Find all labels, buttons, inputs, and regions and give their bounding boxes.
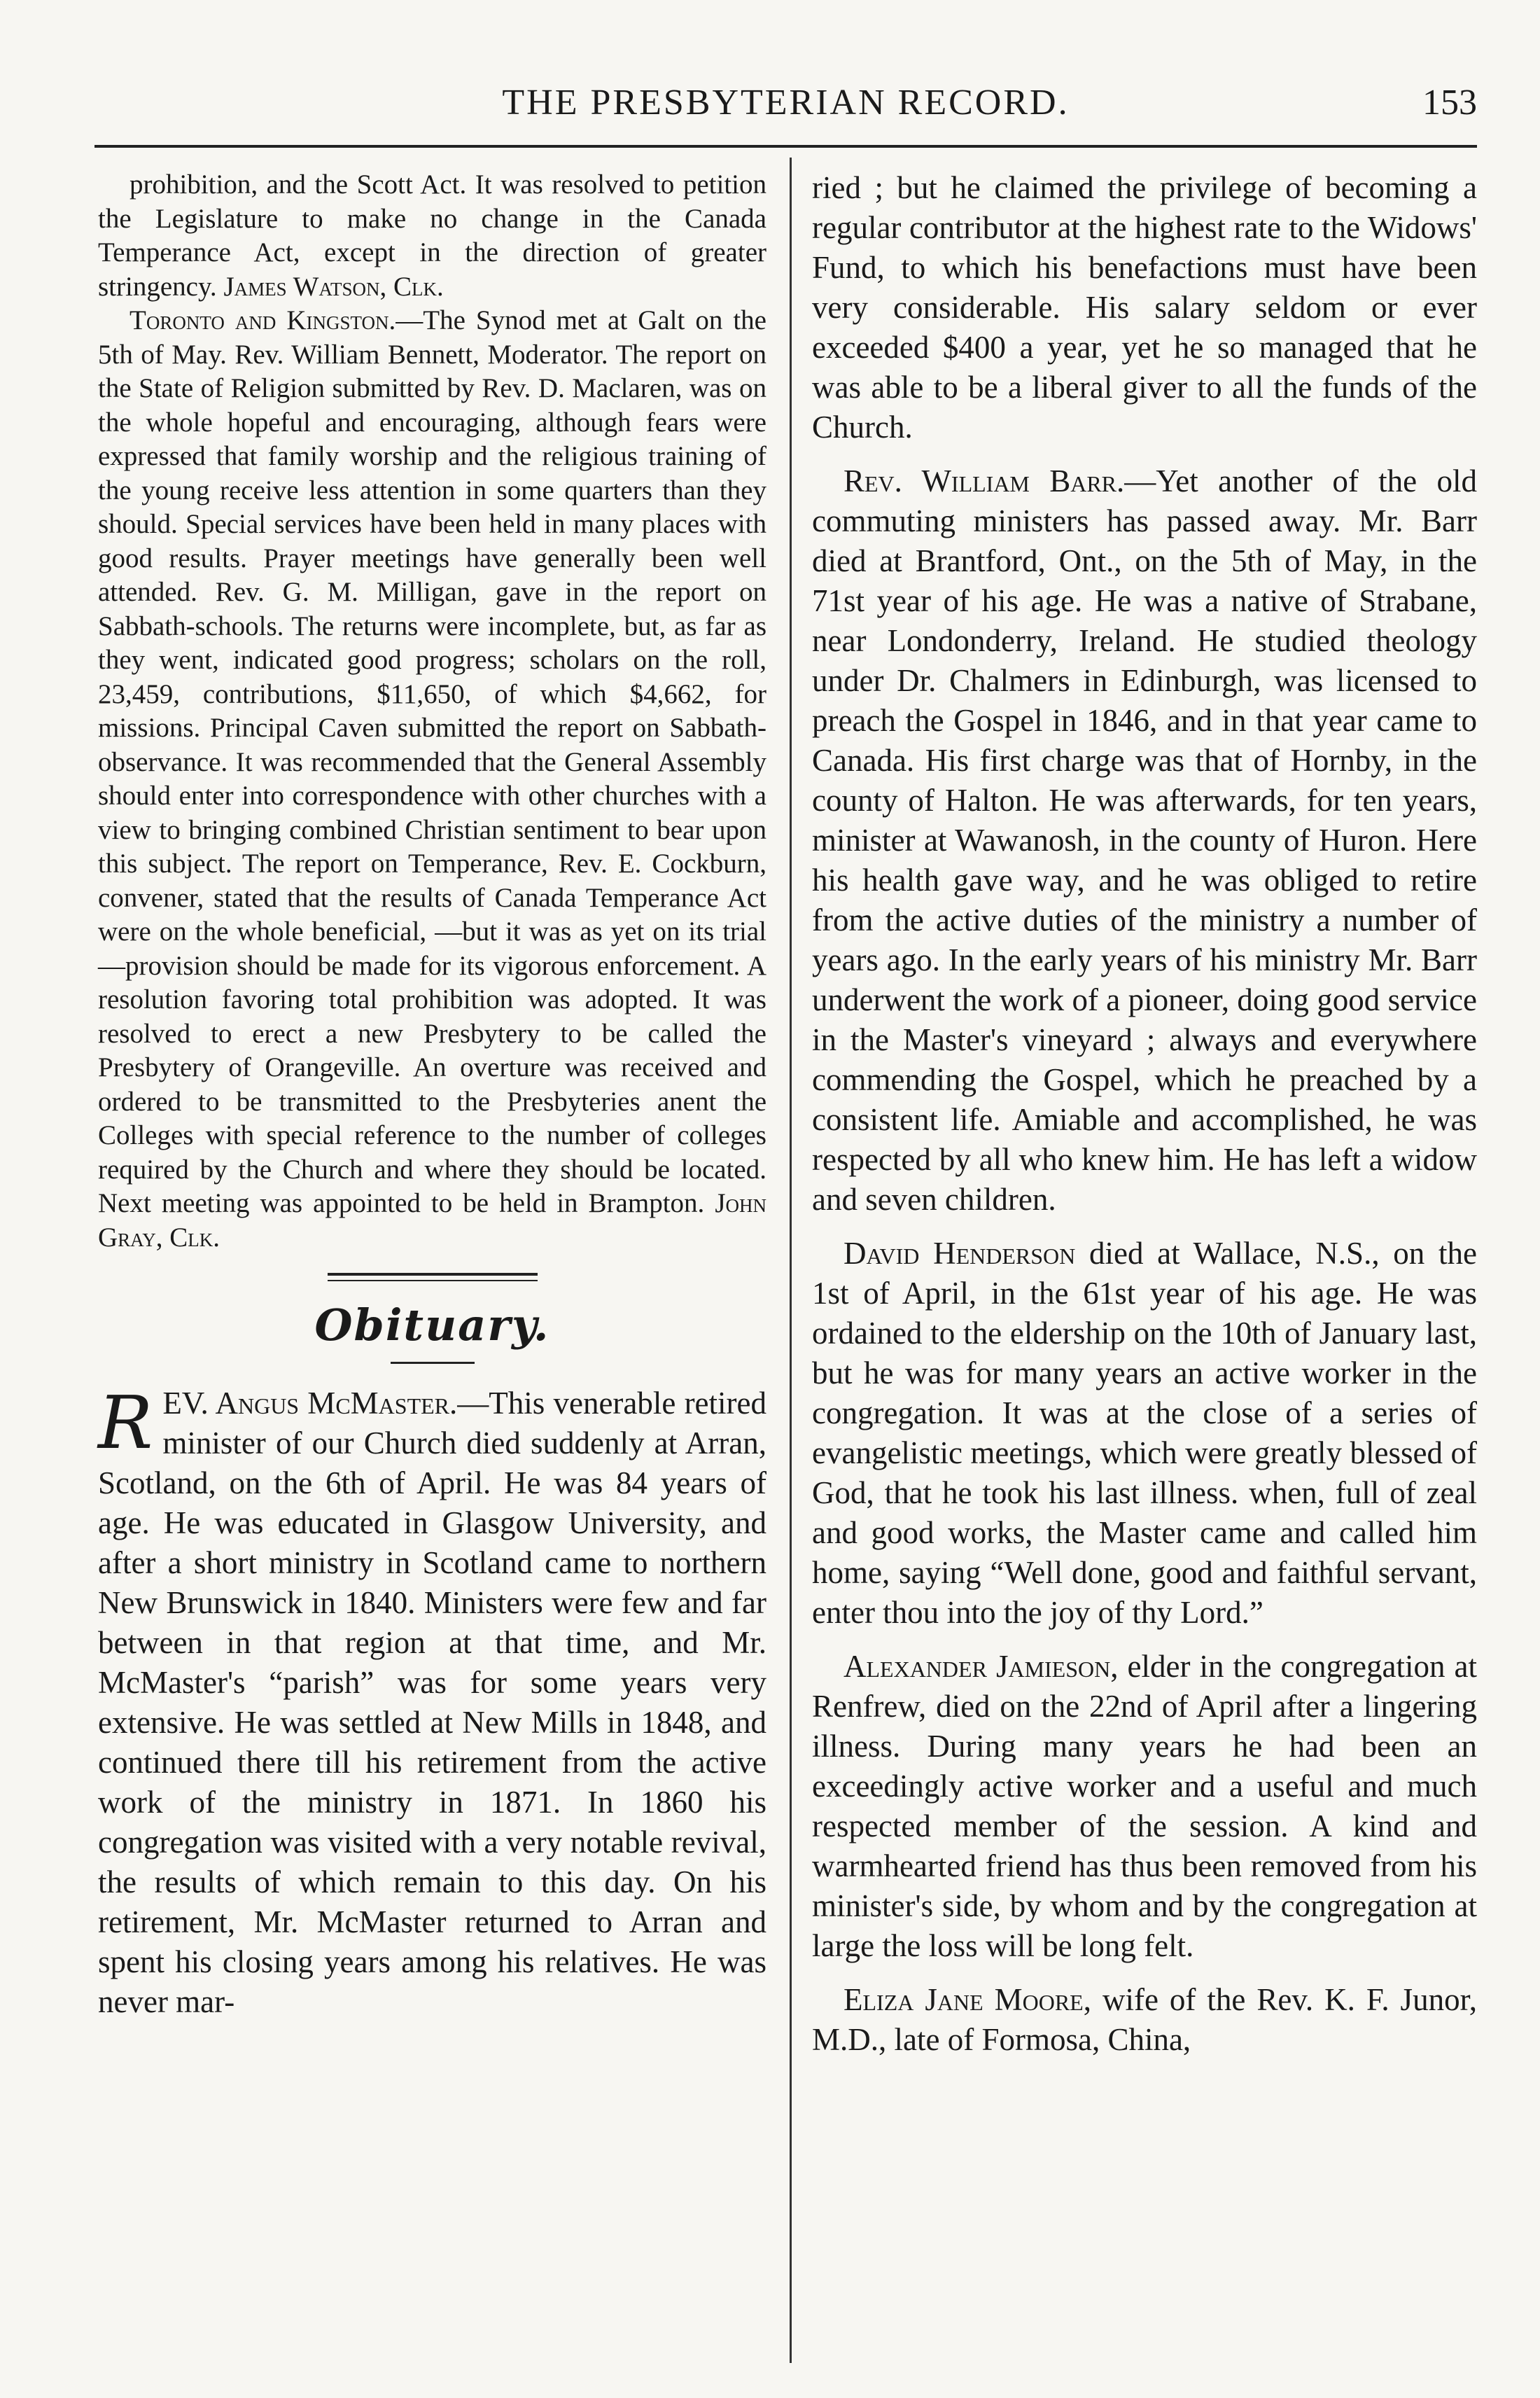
obituary-name: Alexander Jamieson: [844, 1649, 1111, 1684]
synod-report-continuation: [98, 168, 766, 304]
mcmaster-obituary: [98, 1380, 766, 2022]
section-heading: Toronto and Kingston.: [130, 305, 396, 335]
report-text: prohibition, and the Scott Act. It was resolved to petition the Legislature to make no change in the Canada Temperance Act, except in the direction of greater stringency.: [98, 169, 766, 302]
obituary-name: Eliza Jane Moore: [844, 1982, 1084, 2017]
obituary-text: , elder in the congregation at Renfrew, died on the 22nd of April after a lingering illness. During many years he had been an exceedingly active worker and a useful and much respected member of the session. A kind and warmhearted friend has thus been removed from his minister's side, by whom and by the congregation at large the loss will be long felt.: [812, 1649, 1477, 1963]
obituary-text: —Yet another of the old commuting ministers has passed away. Mr. Barr died at Brantford, Ont., on the 5th of May, in the 71st year of his age. He was a native of Strabane, near Londonderry, Ireland. He studied theology under Dr. Chalmers in Edinburgh, was licensed to preach the Gospel in 1846, and in that year came to Canada. His first charge was that of Hornby, in the county of Halton. He was afterwards, for ten years, minister at Wawanosh, in the county of Huron. Here his health gave way, and he was obliged to retire from the active duties of the ministry a number of years ago. In the early years of his ministry Mr. Barr underwent the work of a pioneer, doing good service in the Master's vineyard ; always and everywhere commending the Gospel, which he preached by a consistent life. Amiable and accomplished, he was respected by all who knew him. He has left a widow and seven children.: [812, 463, 1477, 1217]
double-rule: [328, 1273, 538, 1281]
henderson-obituary: [812, 1234, 1477, 1633]
obituary-title: Obituary.: [314, 1299, 550, 1351]
left-column: [98, 168, 766, 2022]
report-signature: John Gray, Clk.: [98, 1188, 766, 1253]
obituary-name: David Henderson: [844, 1236, 1076, 1271]
header-rule: [94, 145, 1477, 148]
short-rule: [391, 1362, 475, 1364]
column-divider: [790, 158, 792, 2363]
jamieson-obituary: [812, 1647, 1477, 1966]
publication-title: THE PRESBYTERIAN RECORD.: [502, 83, 1070, 123]
toronto-kingston-report: [98, 304, 766, 1255]
mcmaster-continuation: ried ; but he claimed the privilege of becoming a regular contributor at the highest rate to the Widows' Fund, to which his benefactions must have been very considerable. His salary seldom or ever exceeded $400 a year, yet he so managed that he was able to be a liberal giver to all the funds of the Church.: [812, 170, 1477, 445]
obituary-text: , wife of the Rev. K. F. Junor, M.D., late of Formosa, China,: [812, 1982, 1478, 2057]
moore-obituary: [812, 1980, 1477, 2060]
obituary-text: died at Wallace, N.S., on the 1st of April, in the 61st year of his age. He was ordained to the eldership on the 10th of January last, but he was for many years an active worker in the congregation. It was at the close of a series of evangelistic meetings, which were greatly blessed of God, that he took his last illness. when, full of zeal and good works, the Master came and called him home, saying “Well done, good and faithful servant, enter thou into the joy of thy Lord.”: [812, 1236, 1477, 1630]
obituary-name: EV. Angus McMaster.: [162, 1386, 458, 1421]
report-signature: James Watson, Clk.: [223, 271, 444, 302]
page-number: 153: [1422, 83, 1477, 123]
drop-cap: R: [98, 1380, 153, 1465]
obituary-heading-block: [98, 1273, 766, 1364]
page-header: [94, 74, 1477, 130]
report-text: —The Synod met at Galt on the 5th of May. Rev. William Bennett, Moderator. The report on the State of Religion submitted by Rev. D. Maclaren, was on the whole hopeful and encouraging, although fears were expressed that family worship and the religious training of the young receive less attention in some quarters than they should. Special services have been held in many places with good results. Prayer meetings have generally been well attended. Rev. G. M. Milligan, gave in the report on Sabbath-schools. The returns were incomplete, but, as far as they went, indicated good progress; scholars on the roll, 23,459, contributions, $11,650, of which $4,662, for missions. Principal Caven submitted the report on Sabbath-observance. It was recommended that the General Assembly should enter into correspondence with other churches with a view to bringing combined Christian sentiment to bear upon this subject. The report on Temperance, Rev. E. Cockburn, convener, stated that the results of Canada Temperance Act were on the whole beneficial, —but it was as yet on its trial—provision should be made for its vigorous enforcement. A resolution favoring total prohibition was adopted. It was resolved to erect a new Presbytery to be called the Presbytery of Orangeville. An overture was received and ordered to be transmitted to the Presbyteries anent the Colleges with special reference to the number of colleges required by the Church and where they should be located. Next meeting was appointed to be held in Brampton.: [98, 305, 766, 1218]
right-column: [812, 168, 1477, 2060]
obituary-name: Rev. William Barr.: [844, 463, 1125, 499]
obituary-text: —This venerable retired minister of our Church died suddenly at Arran, Scotland, on the 6th of April. He was 84 years of age. He was educated in Glasgow University, and after a short ministry in Scotland came to northern New Brunswick in 1840. Ministers were few and far between in that region at that time, and Mr. McMaster's “parish” was for some years very extensive. He was settled at New Mills in 1848, and continued there till his retirement from the active work of the ministry in 1871. In 1860 his congregation was visited with a very notable revival, the results of which remain to this day. On his retirement, Mr. McMaster returned to Arran and spent his closing years among his relatives. He was never mar-: [98, 1386, 766, 2019]
barr-obituary: [812, 461, 1477, 1220]
